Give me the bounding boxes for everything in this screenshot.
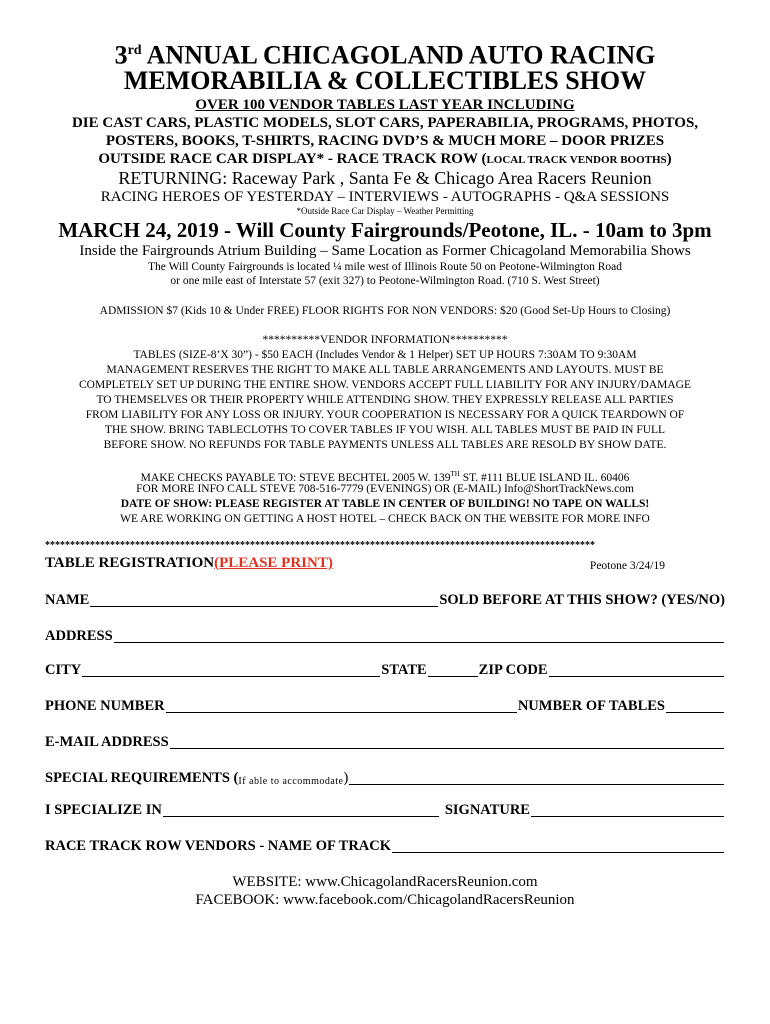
title-ordinal-suffix: rd: [127, 43, 142, 58]
special-label: SPECIAL REQUIREMENTS (: [45, 770, 239, 786]
title-ordinal: 3: [114, 40, 128, 70]
zip-label: ZIP CODE: [478, 662, 548, 678]
special-note: If able to accommodate: [238, 776, 344, 787]
city-row: [45, 661, 725, 679]
vendor-line: MANAGEMENT RESERVES THE RIGHT TO MAKE ALL TABLE ARRANGEMENTS AND LAYOUTS. MUST BE: [106, 364, 664, 376]
track-row: [45, 837, 725, 855]
event-date-line: MARCH 24, 2019 - Will County Fairgrounds/Peotone, IL. - 10am to 3pm: [58, 218, 712, 242]
directions-2: or one mile east of Interstate 57 (exit 327) to Peotone-Wilmington Road. (710 S. West Street): [170, 275, 600, 287]
address-field[interactable]: [114, 627, 724, 643]
separator: **************************************************************************************************************: [45, 540, 595, 551]
title-text: ANNUAL CHICAGOLAND AUTO RACING: [141, 40, 656, 70]
name-row: [45, 591, 725, 609]
track-label: RACE TRACK ROW VENDORS - NAME OF TRACK: [45, 838, 392, 854]
special-field[interactable]: [349, 769, 724, 785]
special-end: ): [343, 770, 349, 786]
specialize-field[interactable]: [163, 801, 439, 817]
intro-line-1: DIE CAST CARS, PLASTIC MODELS, SLOT CARS, PAPERABILIA, PROGRAMS, PHOTOS,: [71, 115, 699, 131]
intro-line-3-end: ): [666, 151, 672, 167]
specialize-row: [45, 801, 725, 819]
address-row: [45, 627, 725, 645]
directions-1: The Will County Fairgrounds is located ¼ mile west of Illinois Route 50 on Peotone-Wilmington Road: [148, 261, 622, 273]
vendor-line: FROM LIABILITY FOR ANY LOSS OR INJURY. YOUR COOPERATION IS NECESSARY FOR A QUICK TEARDOWN OF: [85, 409, 685, 421]
checks-sup: TH: [450, 470, 460, 478]
info-line: FOR MORE INFO CALL STEVE 708-516-7779 (EVENINGS) OR (E-MAIL) Info@ShortTrackNews.com: [136, 483, 634, 495]
email-label: E-MAIL ADDRESS: [45, 734, 169, 750]
intro-line-3-text: OUTSIDE RACE CAR DISPLAY* - RACE TRACK ROW (: [98, 151, 487, 167]
vendor-line: COMPLETELY SET UP DURING THE ENTIRE SHOW. VENDORS ACCEPT FULL LIABILITY FOR ANY INJURY/DAMAGE: [79, 379, 691, 391]
track-field[interactable]: [392, 837, 724, 853]
register-line: DATE OF SHOW: PLEASE REGISTER AT TABLE IN CENTER OF BUILDING! NO TAPE ON WALLS!: [120, 498, 650, 510]
zip-field[interactable]: [549, 661, 724, 677]
address-label: ADDRESS: [45, 628, 113, 644]
name-label: NAME: [45, 592, 90, 608]
signature-label: SIGNATURE: [444, 802, 530, 818]
checks-text-end: ST. #111 BLUE ISLAND IL. 60406: [459, 471, 630, 484]
sold-before-label: SOLD BEFORE AT THIS SHOW? (YES/NO): [439, 592, 725, 608]
vendor-line: THE SHOW. BRING TABLECLOTHS TO COVER TABLES IF YOU WISH. ALL TABLES MUST BE PAID IN FULL: [104, 424, 666, 436]
facebook[interactable]: FACEBOOK: www.facebook.com/ChicagolandRacersReunion: [195, 892, 575, 908]
vendor-line: BEFORE SHOW. NO REFUNDS FOR TABLE PAYMENTS UNLESS ALL TABLES ARE RESOLD BY SHOW DATE.: [103, 439, 667, 451]
admission: ADMISSION $7 (Kids 10 & Under FREE) FLOOR RIGHTS FOR NON VENDORS: $20 (Good Set-Up Hours to Closing): [99, 305, 671, 317]
email-row: [45, 733, 725, 751]
event-location: Inside the Fairgrounds Atrium Building – Same Location as Former Chicagoland Memorabilia Shows: [79, 243, 691, 259]
phone-field[interactable]: [166, 697, 517, 713]
hotel-line: WE ARE WORKING ON GETTING A HOST HOTEL – CHECK BACK ON THE WEBSITE FOR MORE INFO: [120, 513, 650, 525]
phone-row: [45, 697, 725, 715]
form-ref: Peotone 3/24/19: [589, 560, 665, 572]
name-field[interactable]: [90, 591, 438, 607]
vendor-line: TABLES (SIZE-8’X 30”) - $50 EACH (Includes Vendor & 1 Helper) SET UP HOURS 7:30AM TO 9:30AM: [133, 349, 637, 361]
form-heading-row: [45, 555, 725, 572]
tables-label: NUMBER OF TABLES: [517, 698, 665, 714]
phone-label: PHONE NUMBER: [45, 698, 165, 714]
form-heading: TABLE REGISTRATION: [45, 555, 215, 571]
special-row: [45, 769, 725, 787]
email-field[interactable]: [170, 733, 724, 749]
state-label: STATE: [381, 662, 427, 678]
city-label: CITY: [45, 662, 82, 678]
checks-text: MAKE CHECKS PAYABLE TO: STEVE BECHTEL 2005 W. 139: [140, 471, 451, 484]
footnote: *Outside Race Car Display – Weather Permitting: [296, 206, 474, 216]
specialize-label: I SPECIALIZE IN: [45, 802, 162, 818]
heroes-line: RACING HEROES OF YESTERDAY – INTERVIEWS - AUTOGRAPHS - Q&A SESSIONS: [100, 189, 670, 205]
vendor-line: TO THEMSELVES OR THEIR PROPERTY WHILE ATTENDING SHOW. THEY EXPRESSLY RELEASE ALL PARTIES: [96, 394, 674, 406]
please-print: (PLEASE PRINT): [214, 555, 333, 571]
state-field[interactable]: [428, 661, 478, 677]
intro-subhead: OVER 100 VENDOR TABLES LAST YEAR INCLUDING: [195, 97, 575, 113]
website[interactable]: WEBSITE: www.ChicagolandRacersReunion.com: [232, 874, 538, 890]
tables-field[interactable]: [666, 697, 724, 713]
vendor-heading: **********VENDOR INFORMATION**********: [262, 334, 508, 346]
signature-field[interactable]: [531, 801, 724, 817]
city-field[interactable]: [82, 661, 380, 677]
intro-line-3-small: LOCAL TRACK VENDOR BOOTHS: [486, 154, 667, 166]
title-line-2: MEMORABILIA & COLLECTIBLES SHOW: [123, 66, 647, 95]
returning-line: RETURNING: Raceway Park , Santa Fe & Chicago Area Racers Reunion: [118, 168, 652, 188]
intro-line-2: POSTERS, BOOKS, T-SHIRTS, RACING DVD’S & MUCH MORE – DOOR PRIZES: [105, 133, 665, 149]
